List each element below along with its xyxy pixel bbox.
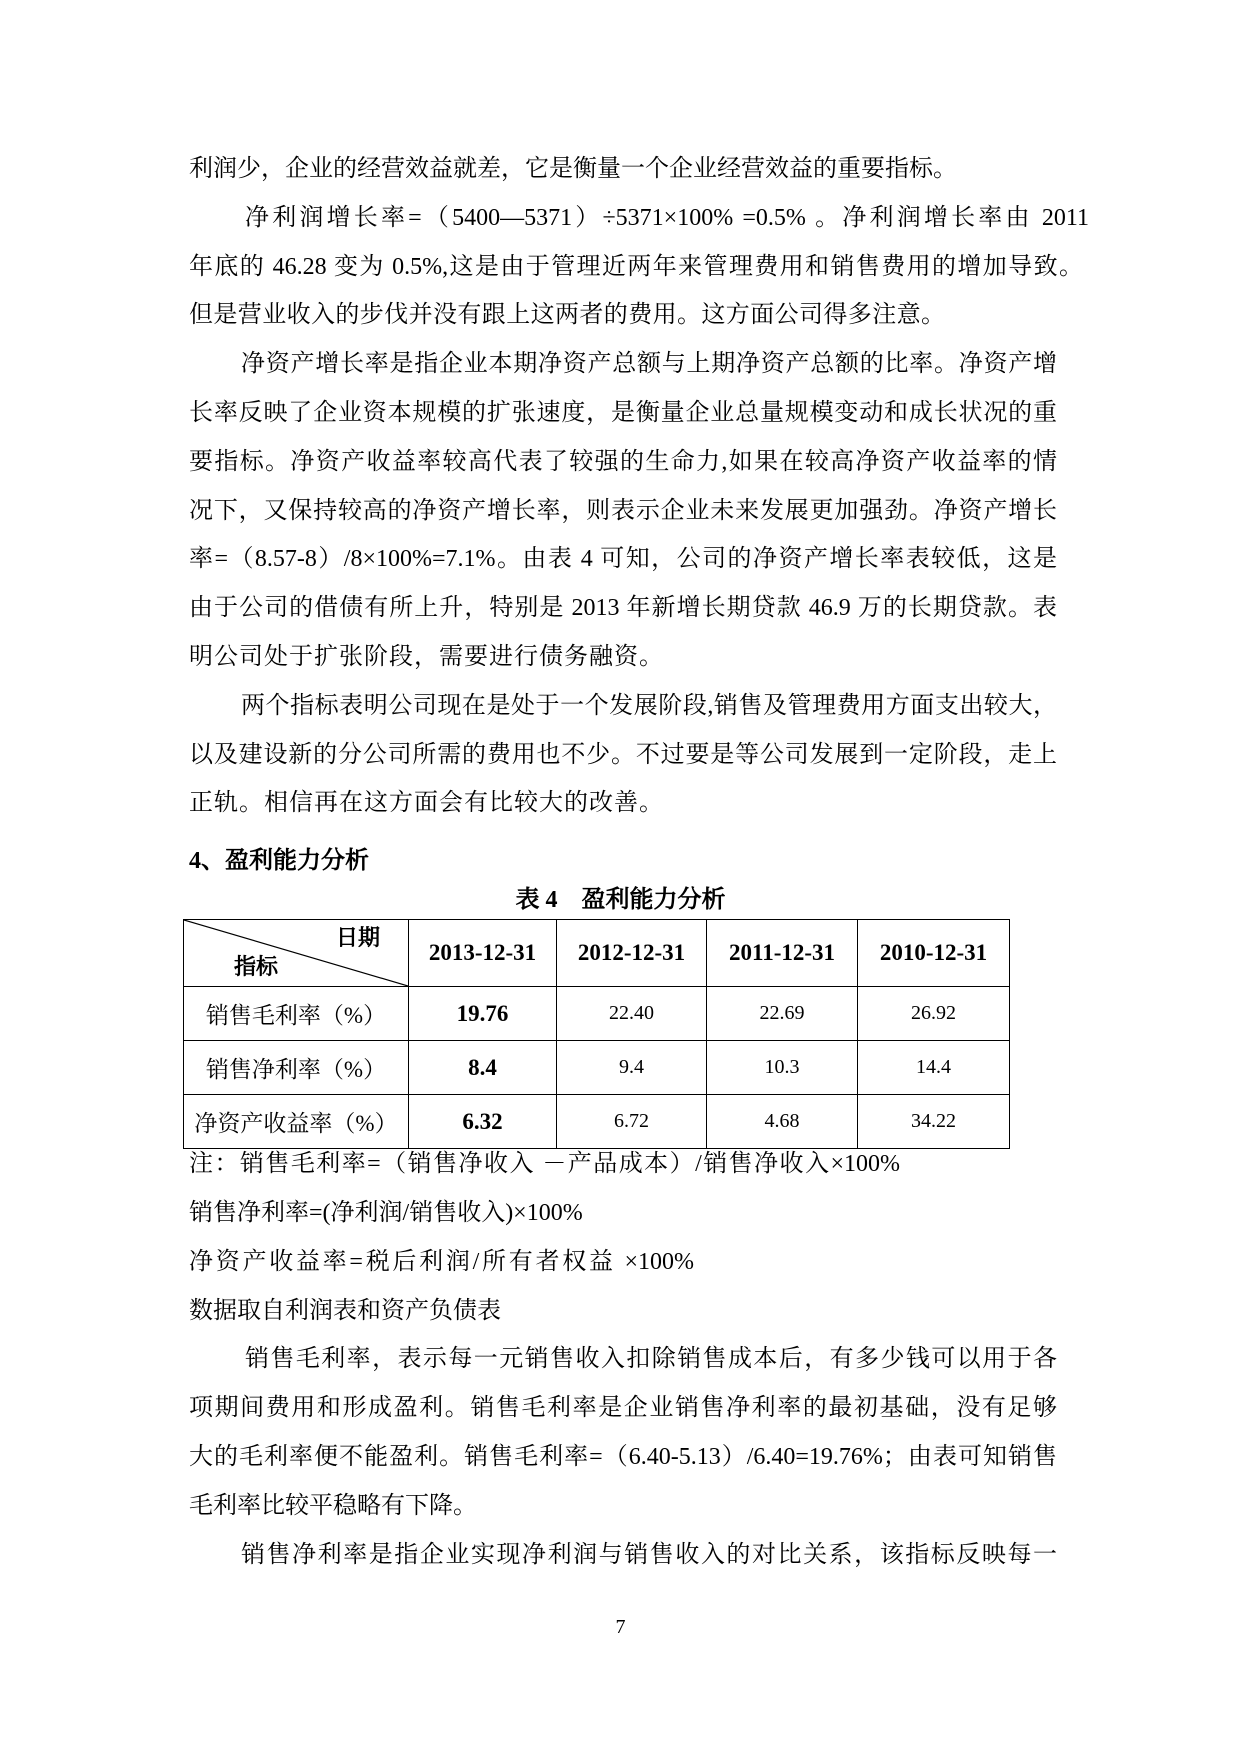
table-column-header: 2012-12-31	[557, 920, 707, 987]
body-text-line: 正轨。相信再在这方面会有比较大的改善。	[189, 790, 664, 816]
profitability-table	[183, 919, 1010, 1149]
body-text-line: 净资产增长率是指企业本期净资产总额与上期净资产总额的比率。净资产增	[241, 351, 1057, 377]
table-cell: 14.4	[858, 1041, 1010, 1095]
table-row-label: 净资产收益率（%）	[184, 1095, 409, 1149]
body-text-line: 利润少，企业的经营效益就差，它是衡量一个企业经营效益的重要指标。	[189, 156, 957, 182]
table-cell: 22.40	[557, 987, 707, 1041]
body-text-line: 销售毛利率，表示每一元销售收入扣除销售成本后，有多少钱可以用于各	[245, 1346, 1057, 1372]
table-note: 销售净利率=(净利润/销售收入)×100%	[189, 1200, 583, 1226]
corner-label-indicator: 指标	[234, 954, 279, 979]
table-note: 净资产收益率=税后利润/所有者权益 ×100%	[189, 1249, 694, 1275]
body-text-line: 明公司处于扩张阶段，需要进行债务融资。	[189, 644, 664, 670]
table-column-header: 2010-12-31	[858, 920, 1010, 987]
page-number: 7	[615, 1616, 626, 1638]
table-cell: 22.69	[707, 987, 858, 1041]
table-cell: 26.92	[858, 987, 1010, 1041]
table-column-header: 2011-12-31	[707, 920, 858, 987]
section-heading: 4、盈利能力分析	[189, 848, 369, 874]
table-cell: 10.3	[707, 1041, 858, 1095]
table-note: 数据取自利润表和资产负债表	[189, 1298, 501, 1324]
table-corner-header	[184, 920, 409, 987]
body-text-line: 率=（8.57-8）/8×100%=7.1%。由表 4 可知，公司的净资产增长率表较低，这是	[189, 546, 1057, 572]
body-text-line: 年底的 46.28 变为 0.5%,这是由于管理近两年来管理费用和销售费用的增加导致。	[189, 254, 1083, 280]
table-cell: 9.4	[557, 1041, 707, 1095]
body-text-line: 由于公司的借债有所上升，特别是 2013 年新增长期贷款 46.9 万的长期贷款。表	[189, 595, 1057, 621]
corner-label-date: 日期	[335, 925, 380, 950]
table-cell: 6.32	[409, 1095, 557, 1149]
table-row	[184, 1095, 1010, 1149]
body-text-line: 销售净利率是指企业实现净利润与销售收入的对比关系，该指标反映每一	[241, 1542, 1057, 1568]
table-cell: 8.4	[409, 1041, 557, 1095]
table-cell: 19.76	[409, 987, 557, 1041]
body-text-line: 项期间费用和形成盈利。销售毛利率是企业销售净利率的最初基础，没有足够	[189, 1395, 1057, 1421]
table-cell: 34.22	[858, 1095, 1010, 1149]
table-note: 注：销售毛利率=（销售净收入 －产品成本）/销售净收入×100%	[189, 1151, 900, 1177]
body-text-line: 但是营业收入的步伐并没有跟上这两者的费用。这方面公司得多注意。	[189, 302, 946, 328]
table-row-label: 销售净利率（%）	[184, 1041, 409, 1095]
table-cell: 6.72	[557, 1095, 707, 1149]
table-column-header: 2013-12-31	[409, 920, 557, 987]
body-text-line: 净利润增长率=（5400—5371）÷5371×100% =0.5% 。净利润增长率由 2011	[245, 205, 1089, 231]
table-row-label: 销售毛利率（%）	[184, 987, 409, 1041]
body-text-line: 况下，又保持较高的净资产增长率，则表示企业未来发展更加强劲。净资产增长	[189, 498, 1057, 524]
table-caption: 表 4 盈利能力分析	[515, 887, 726, 913]
body-text-line: 要指标。净资产收益率较高代表了较强的生命力,如果在较高净资产收益率的情	[189, 449, 1057, 475]
body-text-line: 毛利率比较平稳略有下降。	[189, 1493, 477, 1519]
body-text-line: 长率反映了企业资本规模的扩张速度，是衡量企业总量规模变动和成长状况的重	[189, 400, 1057, 426]
table-header-row	[184, 920, 1010, 987]
table-row	[184, 987, 1010, 1041]
body-text-line: 两个指标表明公司现在是处于一个发展阶段,销售及管理费用方面支出较大，	[241, 693, 1057, 719]
table-row	[184, 1041, 1010, 1095]
body-text-line: 以及建设新的分公司所需的费用也不少。不过要是等公司发展到一定阶段，走上	[189, 742, 1057, 768]
table-cell: 4.68	[707, 1095, 858, 1149]
body-text-line: 大的毛利率便不能盈利。销售毛利率=（6.40-5.13）/6.40=19.76%；由表可知销售	[189, 1444, 1057, 1470]
